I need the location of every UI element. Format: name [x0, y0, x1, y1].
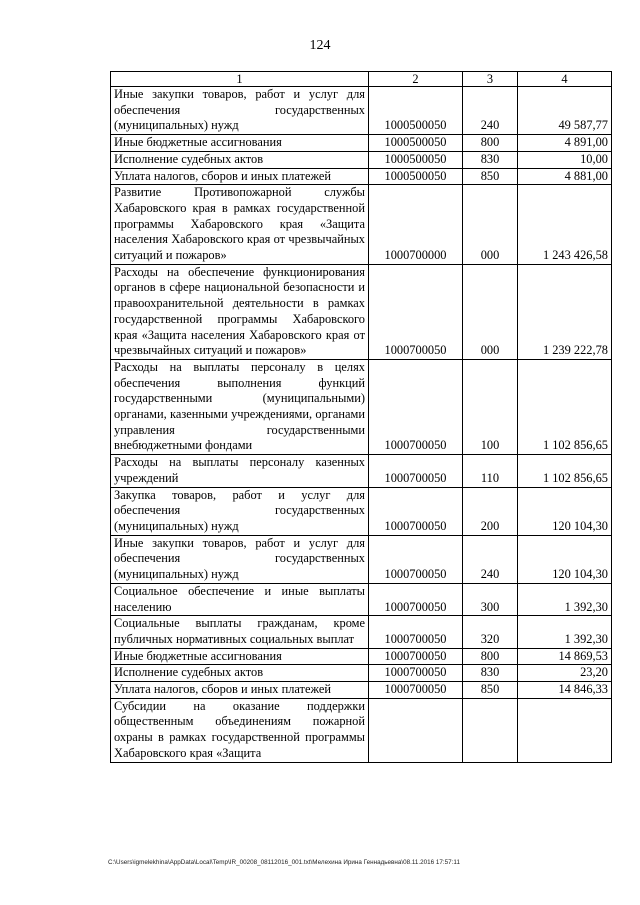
- table-row: [111, 665, 612, 682]
- item-name: Иные бюджетные ассигнования: [111, 135, 369, 152]
- amount: 4 891,00: [518, 135, 612, 152]
- expense-type: 200: [463, 487, 518, 535]
- target-code: 1000700050: [369, 583, 463, 615]
- table-row: [111, 487, 612, 535]
- column-header: 2: [369, 72, 463, 87]
- expense-type: 800: [463, 648, 518, 665]
- amount: [518, 698, 612, 762]
- page-number: 124: [309, 38, 331, 53]
- amount: 1 243 426,58: [518, 185, 612, 265]
- amount: 23,20: [518, 665, 612, 682]
- table-row: [111, 583, 612, 615]
- item-name: Расходы на выплаты персоналу казенных учреждений: [111, 455, 369, 487]
- expense-type: 800: [463, 135, 518, 152]
- item-name: Иные закупки товаров, работ и услуг для обеспечения государственных (муниципальных) нужд: [111, 87, 369, 135]
- item-name: Субсидии на оказание поддержки общественным объединениям пожарной охраны в рамках государственной программы Хабаровского края «Защита: [111, 698, 369, 762]
- target-code: 1000700050: [369, 616, 463, 648]
- table-header-row: [111, 72, 612, 87]
- target-code: 1000700050: [369, 455, 463, 487]
- item-name: Расходы на выплаты персоналу в целях обеспечения выполнения функций государственными (муниципальными) органами, казенными учреждениями, органами управления государственными внебюджетными фондами: [111, 359, 369, 454]
- item-name: Социальное обеспечение и иные выплаты населению: [111, 583, 369, 615]
- target-code: [369, 698, 463, 762]
- target-code: 1000700050: [369, 665, 463, 682]
- target-code: 1000700050: [369, 264, 463, 359]
- expense-type: 830: [463, 665, 518, 682]
- amount: 1 239 222,78: [518, 264, 612, 359]
- amount: 4 881,00: [518, 168, 612, 185]
- item-name: Уплата налогов, сборов и иных платежей: [111, 168, 369, 185]
- amount: 1 102 856,65: [518, 359, 612, 454]
- expense-type: 240: [463, 535, 518, 583]
- table-row: [111, 264, 612, 359]
- target-code: 1000500050: [369, 135, 463, 152]
- budget-table: [110, 71, 612, 763]
- item-name: Социальные выплаты гражданам, кроме публичных нормативных социальных выплат: [111, 616, 369, 648]
- target-code: 1000700000: [369, 185, 463, 265]
- amount: 1 102 856,65: [518, 455, 612, 487]
- table-row: [111, 87, 612, 135]
- item-name: Уплата налогов, сборов и иных платежей: [111, 682, 369, 699]
- target-code: 1000700050: [369, 359, 463, 454]
- item-name: Закупка товаров, работ и услуг для обеспечения государственных (муниципальных) нужд: [111, 487, 369, 535]
- expense-type: [463, 698, 518, 762]
- file-path-footer: C:\Users\igmelekhina\AppData\Local\Temp\IR_00208_08112016_001.txt\Мелехина Ирина Геннадьевна\08.11.2016 17:57:11: [108, 859, 460, 866]
- table-row: [111, 616, 612, 648]
- amount: 14 846,33: [518, 682, 612, 699]
- expense-type: 850: [463, 168, 518, 185]
- table-row: [111, 455, 612, 487]
- item-name: Расходы на обеспечение функционирования органов в сфере национальной безопасности и правоохранительной деятельности в рамках государственной программы Хабаровского края «Защита населения Хабаровского края от чрезвычайных ситуаций и пожаров»: [111, 264, 369, 359]
- expense-type: 300: [463, 583, 518, 615]
- item-name: Иные закупки товаров, работ и услуг для обеспечения государственных (муниципальных) нужд: [111, 535, 369, 583]
- target-code: 1000700050: [369, 682, 463, 699]
- expense-type: 320: [463, 616, 518, 648]
- target-code: 1000500050: [369, 168, 463, 185]
- expense-type: 240: [463, 87, 518, 135]
- target-code: 1000500050: [369, 87, 463, 135]
- amount: 10,00: [518, 151, 612, 168]
- amount: 14 869,53: [518, 648, 612, 665]
- expense-type: 000: [463, 264, 518, 359]
- column-header: 3: [463, 72, 518, 87]
- target-code: 1000700050: [369, 535, 463, 583]
- table-row: [111, 151, 612, 168]
- amount: 1 392,30: [518, 583, 612, 615]
- target-code: 1000700050: [369, 487, 463, 535]
- amount: 1 392,30: [518, 616, 612, 648]
- column-header: 1: [111, 72, 369, 87]
- table-row: [111, 359, 612, 454]
- amount: 120 104,30: [518, 487, 612, 535]
- table-row: [111, 648, 612, 665]
- table-row: [111, 682, 612, 699]
- table-row: [111, 535, 612, 583]
- target-code: 1000700050: [369, 648, 463, 665]
- column-header: 4: [518, 72, 612, 87]
- expense-type: 850: [463, 682, 518, 699]
- item-name: Иные бюджетные ассигнования: [111, 648, 369, 665]
- item-name: Исполнение судебных актов: [111, 151, 369, 168]
- table-row: [111, 185, 612, 265]
- amount: 120 104,30: [518, 535, 612, 583]
- expense-type: 830: [463, 151, 518, 168]
- table-row: [111, 135, 612, 152]
- expense-type: 110: [463, 455, 518, 487]
- table-row: [111, 698, 612, 762]
- item-name: Развитие Противопожарной службы Хабаровского края в рамках государственной программы Хабаровского края «Защита населения Хабаровского края от чрезвычайных ситуаций и пожаров»: [111, 185, 369, 265]
- table-row: [111, 168, 612, 185]
- amount: 49 587,77: [518, 87, 612, 135]
- expense-type: 000: [463, 185, 518, 265]
- target-code: 1000500050: [369, 151, 463, 168]
- item-name: Исполнение судебных актов: [111, 665, 369, 682]
- expense-type: 100: [463, 359, 518, 454]
